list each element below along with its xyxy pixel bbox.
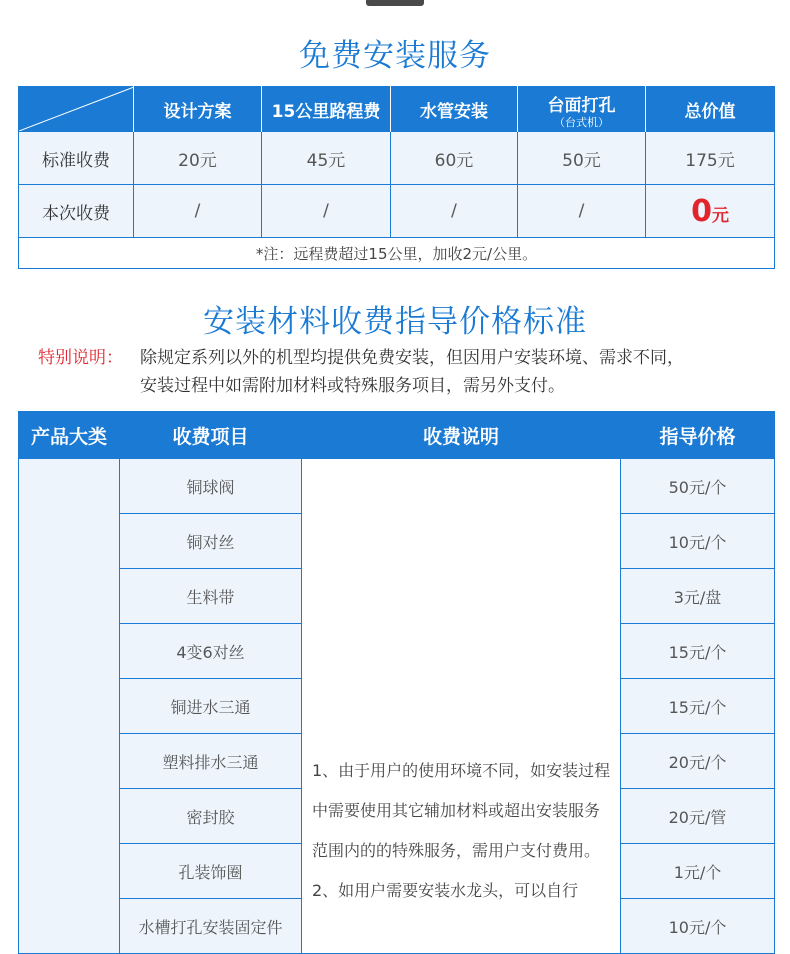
diagonal-line <box>19 87 134 131</box>
header-item: 收费项目 <box>120 412 302 459</box>
corner-cell <box>19 87 134 132</box>
header-travel: 15公里路程费 <box>262 87 391 132</box>
current-fee-value: / <box>391 185 518 238</box>
item-price: 20元/管 <box>621 789 775 844</box>
total-zero: 0 <box>691 193 712 229</box>
item-price: 3元/盘 <box>621 569 775 624</box>
special-note-line2: 安装过程中如需附加材料或特殊服务项目，需另外支付。 <box>140 376 565 396</box>
header-price: 指导价格 <box>621 412 775 459</box>
header-drill <box>518 87 646 132</box>
fee-table-header <box>19 87 775 132</box>
item-price: 20元/个 <box>621 734 775 789</box>
standard-fee-total: 175元 <box>646 132 775 185</box>
item-price: 10元/个 <box>621 514 775 569</box>
header-drill-sub: （台式机） <box>554 115 609 129</box>
item-price: 1元/个 <box>621 844 775 899</box>
total-zero-unit: 元 <box>711 205 729 226</box>
standard-fee-label: 标准收费 <box>19 132 134 185</box>
table-row <box>19 459 775 514</box>
section1-title: 免费安装服务 <box>299 38 491 74</box>
fee-note-row <box>19 238 775 269</box>
item-name: 水槽打孔安装固定件 <box>120 899 302 954</box>
header-design: 设计方案 <box>134 87 262 132</box>
item-price: 10元/个 <box>621 899 775 954</box>
header-category: 产品大类 <box>19 412 120 459</box>
item-name: 铜对丝 <box>120 514 302 569</box>
install-fee-table <box>18 86 775 269</box>
item-name: 孔装饰圈 <box>120 844 302 899</box>
item-price: 50元/个 <box>621 459 775 514</box>
standard-fee-row <box>19 132 775 185</box>
standard-fee-value: 45元 <box>262 132 391 185</box>
standard-fee-value: 20元 <box>134 132 262 185</box>
item-name: 塑料排水三通 <box>120 734 302 789</box>
description-cell <box>302 459 621 954</box>
header-pipe: 水管安装 <box>391 87 518 132</box>
special-note-line1: 除规定系列以外的机型均提供免费安装，但因用户安装环境、需求不同， <box>140 348 684 368</box>
current-fee-value: / <box>518 185 646 238</box>
item-name: 铜球阀 <box>120 459 302 514</box>
material-table-header <box>19 412 775 459</box>
description-2: 2、如用户需要安装水龙头，可以自行 <box>312 881 579 900</box>
item-name: 生料带 <box>120 569 302 624</box>
current-fee-value: / <box>262 185 391 238</box>
top-decoration <box>366 0 424 6</box>
fee-note: *注：远程费超过15公里，加收2元/公里。 <box>19 238 775 269</box>
item-price: 15元/个 <box>621 679 775 734</box>
current-fee-label: 本次收费 <box>19 185 134 238</box>
standard-fee-value: 60元 <box>391 132 518 185</box>
header-total: 总价值 <box>646 87 775 132</box>
category-cell <box>19 459 120 954</box>
current-fee-row <box>19 185 775 238</box>
material-price-table <box>18 411 775 954</box>
header-drill-label: 台面打孔 <box>547 95 616 116</box>
current-fee-value: / <box>134 185 262 238</box>
section2-title: 安装材料收费指导价格标准 <box>203 304 587 340</box>
item-name: 铜进水三通 <box>120 679 302 734</box>
special-note-label: 特别说明： <box>38 348 123 368</box>
item-price: 15元/个 <box>621 624 775 679</box>
description-1: 1、由于用户的使用环境不同，如安装过程中需要使用其它辅加材料或超出安装服务范围内的的特殊服务，需用户支付费用。 <box>312 761 611 860</box>
header-description: 收费说明 <box>302 412 621 459</box>
item-name: 4变6对丝 <box>120 624 302 679</box>
item-name: 密封胶 <box>120 789 302 844</box>
standard-fee-value: 50元 <box>518 132 646 185</box>
current-fee-total <box>646 185 775 238</box>
